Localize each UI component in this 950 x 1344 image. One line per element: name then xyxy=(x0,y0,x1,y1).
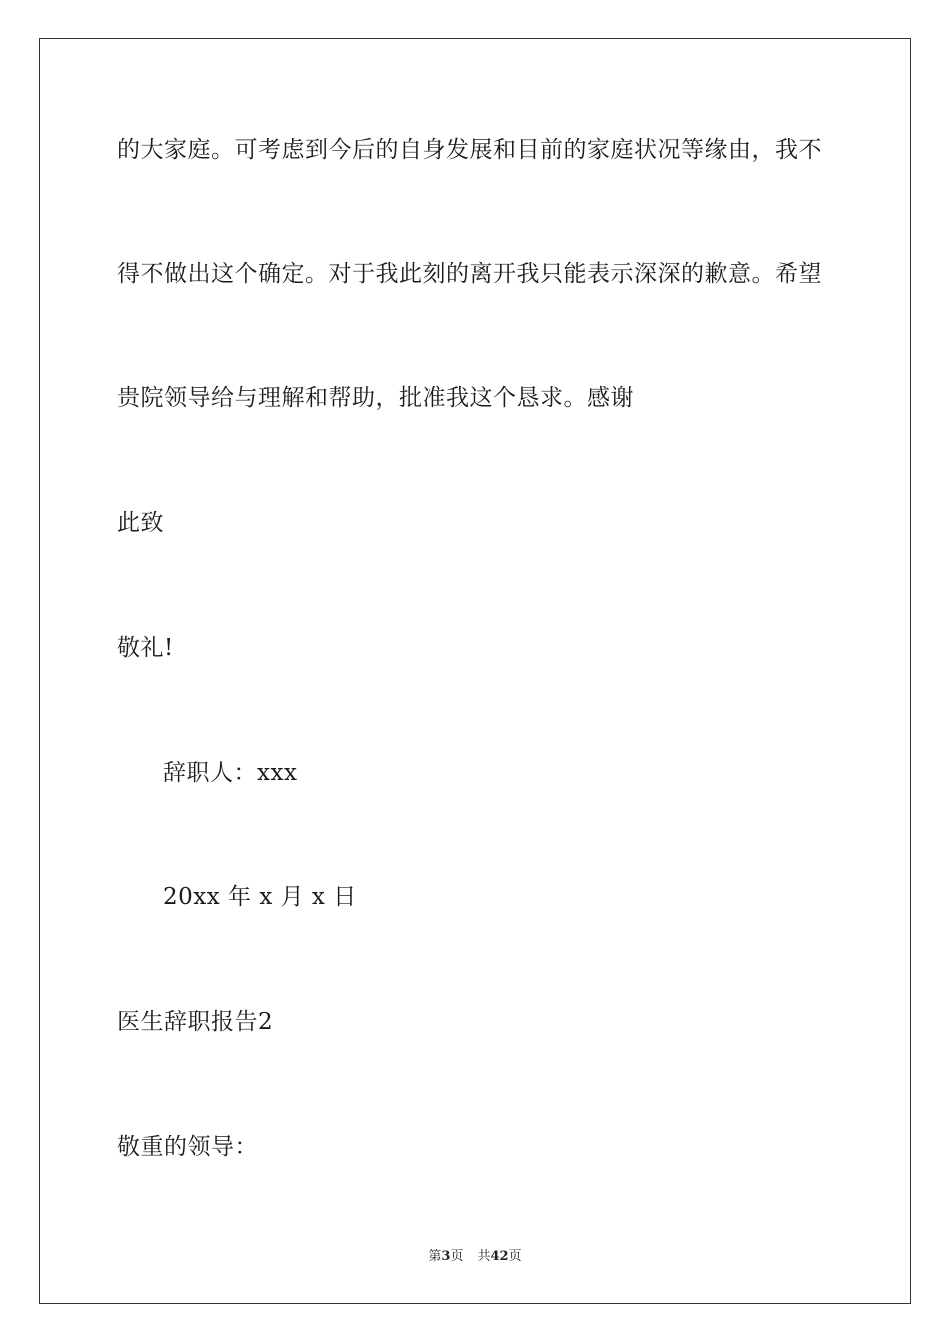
page-label-suffix: 页 xyxy=(450,1249,464,1264)
section-title: 医生辞职报告2 xyxy=(117,1009,274,1035)
total-label-suffix: 页 xyxy=(508,1249,522,1264)
page-label-prefix: 第 xyxy=(428,1249,442,1264)
regards-line: 敬礼! xyxy=(117,635,174,661)
total-pages: 42 xyxy=(490,1249,509,1264)
paragraph-line: 得不做出这个确定。对于我此刻的离开我只能表示深深的歉意。希望 xyxy=(117,261,822,287)
page-border xyxy=(39,38,911,1304)
signature-line: 辞职人：xxx xyxy=(163,760,298,786)
greeting-line: 敬重的领导： xyxy=(117,1134,258,1160)
date-line: 20xx 年 x 月 x 日 xyxy=(163,884,357,910)
page-number: 3 xyxy=(441,1249,451,1264)
salutation-closing: 此致 xyxy=(117,510,164,536)
total-label-prefix: 共 xyxy=(477,1249,491,1264)
paragraph-line: 的大家庭。可考虑到今后的自身发展和目前的家庭状况等缘由，我不 xyxy=(117,137,822,163)
page-footer xyxy=(0,1248,950,1266)
paragraph-line: 贵院领导给与理解和帮助，批准我这个恳求。感谢 xyxy=(117,385,634,411)
